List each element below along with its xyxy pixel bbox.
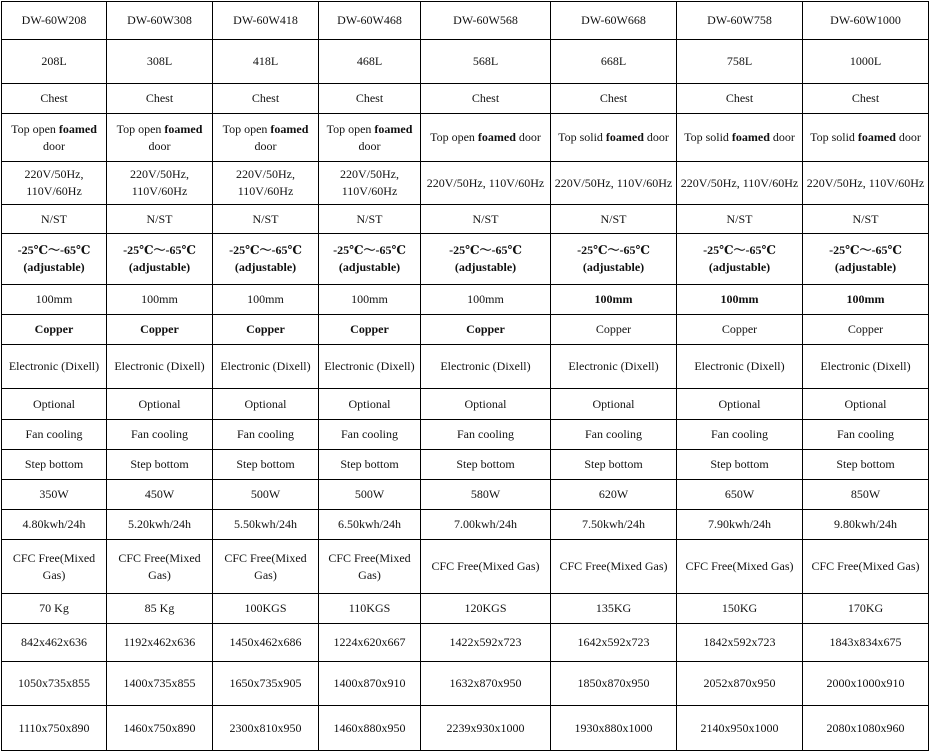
cell-power: 580W (421, 480, 551, 510)
row-type (2, 84, 929, 114)
cell-type: Chest (421, 84, 551, 114)
cell-capacity: 208L (2, 40, 107, 84)
cell-dim2: 1632x870x950 (421, 662, 551, 706)
cell-dim1: 1224x620x667 (319, 624, 421, 662)
cell-condenser: Copper (551, 315, 677, 345)
cell-door: Top open foamed door (2, 114, 107, 162)
cell-capacity: 1000L (803, 40, 929, 84)
cell-type: Chest (551, 84, 677, 114)
cell-dim1: 1450x462x686 (213, 624, 319, 662)
cell-option: Optional (677, 389, 803, 420)
cell-dim2: 1850x870x950 (551, 662, 677, 706)
cell-weight: 150KG (677, 594, 803, 624)
cell-dim1: 842x462x636 (2, 624, 107, 662)
cell-power-supply: 220V/50Hz, 110V/60Hz (551, 162, 677, 205)
cell-insulation: 100mm (551, 285, 677, 315)
temp-note: (adjustable) (338, 260, 401, 274)
temp-range: -25℃～-65℃ (577, 243, 650, 257)
cell-capacity: 758L (677, 40, 803, 84)
cell-controller: Electronic (Dixell) (2, 345, 107, 389)
cell-bottom: Step bottom (2, 450, 107, 480)
cell-consumption: 7.00kwh/24h (421, 510, 551, 540)
row-dimensions-1 (2, 624, 929, 662)
cell-model: DW-60W208 (2, 2, 107, 40)
cell-controller: Electronic (Dixell) (803, 345, 929, 389)
cell-type: Chest (677, 84, 803, 114)
cell-refrigerant: CFC Free(Mixed Gas) (2, 540, 107, 594)
row-weight (2, 594, 929, 624)
cell-bottom: Step bottom (551, 450, 677, 480)
cell-condenser: Copper (2, 315, 107, 345)
cell-power-supply: 220V/50Hz, 110V/60Hz (421, 162, 551, 205)
cell-option: Optional (803, 389, 929, 420)
cell-dim3: 2239x930x1000 (421, 706, 551, 751)
cell-door: Top open foamed door (421, 114, 551, 162)
bold-text: foamed (477, 130, 516, 144)
temp-range: -25℃～-65℃ (829, 243, 902, 257)
cell-power-supply: 220V/50Hz, 110V/60Hz (213, 162, 319, 205)
row-door (2, 114, 929, 162)
cell-temperature (2, 234, 107, 285)
cell-condenser: Copper (803, 315, 929, 345)
cell-temperature (551, 234, 677, 285)
cell-power-supply: 220V/50Hz, 110V/60Hz (803, 162, 929, 205)
cell-model: DW-60W668 (551, 2, 677, 40)
cell-bottom: Step bottom (213, 450, 319, 480)
cell-insulation: 100mm (107, 285, 213, 315)
cell-refrigerant: CFC Free(Mixed Gas) (803, 540, 929, 594)
cell-bottom: Step bottom (319, 450, 421, 480)
cell-model: DW-60W308 (107, 2, 213, 40)
cell-dim1: 1642x592x723 (551, 624, 677, 662)
row-power-supply (2, 162, 929, 205)
cell-capacity: 468L (319, 40, 421, 84)
cell-condenser: Copper (107, 315, 213, 345)
temp-note: (adjustable) (582, 260, 645, 274)
temp-note: (adjustable) (454, 260, 517, 274)
row-controller (2, 345, 929, 389)
cell-consumption: 9.80kwh/24h (803, 510, 929, 540)
cell-weight: 170KG (803, 594, 929, 624)
cell-insulation: 100mm (803, 285, 929, 315)
temp-note: (adjustable) (234, 260, 297, 274)
temp-note: (adjustable) (23, 260, 85, 274)
cell-option: Optional (2, 389, 107, 420)
bold-text: foamed (605, 130, 644, 144)
row-capacity (2, 40, 929, 84)
cell-type: Chest (213, 84, 319, 114)
cell-cooling: Fan cooling (107, 420, 213, 450)
cell-model: DW-60W758 (677, 2, 803, 40)
temp-note: (adjustable) (128, 260, 191, 274)
row-cooling (2, 420, 929, 450)
cell-model: DW-60W1000 (803, 2, 929, 40)
cell-option: Optional (213, 389, 319, 420)
cell-controller: Electronic (Dixell) (107, 345, 213, 389)
bold-text: foamed (857, 130, 896, 144)
cell-temperature (319, 234, 421, 285)
cell-door: Top solid foamed door (551, 114, 677, 162)
temp-range: -25℃～-65℃ (333, 243, 406, 257)
cell-type: Chest (2, 84, 107, 114)
temp-range: -25℃～-65℃ (703, 243, 776, 257)
cell-refrigerant: CFC Free(Mixed Gas) (107, 540, 213, 594)
cell-power: 850W (803, 480, 929, 510)
cell-consumption: 4.80kwh/24h (2, 510, 107, 540)
cell-weight: 85 Kg (107, 594, 213, 624)
row-dimensions-3 (2, 706, 929, 751)
cell-door: Top open foamed door (319, 114, 421, 162)
cell-dim2: 2052x870x950 (677, 662, 803, 706)
cell-type: Chest (319, 84, 421, 114)
temp-range: -25℃～-65℃ (123, 243, 196, 257)
cell-power-supply: 220V/50Hz, 110V/60Hz (107, 162, 213, 205)
cell-temperature (803, 234, 929, 285)
cell-consumption: 6.50kwh/24h (319, 510, 421, 540)
cell-temperature (213, 234, 319, 285)
cell-refrigerant: CFC Free(Mixed Gas) (319, 540, 421, 594)
cell-power-supply: 220V/50Hz, 110V/60Hz (319, 162, 421, 205)
cell-controller: Electronic (Dixell) (213, 345, 319, 389)
cell-temperature (677, 234, 803, 285)
cell-weight: 100KGS (213, 594, 319, 624)
spec-table (1, 1, 929, 751)
cell-climate: N/ST (2, 205, 107, 234)
cell-controller: Electronic (Dixell) (319, 345, 421, 389)
cell-option: Optional (319, 389, 421, 420)
cell-condenser: Copper (421, 315, 551, 345)
cell-power: 350W (2, 480, 107, 510)
cell-dim2: 1400x870x910 (319, 662, 421, 706)
cell-weight: 120KGS (421, 594, 551, 624)
cell-weight: 70 Kg (2, 594, 107, 624)
cell-condenser: Copper (677, 315, 803, 345)
cell-controller: Electronic (Dixell) (421, 345, 551, 389)
cell-bottom: Step bottom (421, 450, 551, 480)
row-temperature (2, 234, 929, 285)
cell-dim3: 2140x950x1000 (677, 706, 803, 751)
cell-climate: N/ST (677, 205, 803, 234)
cell-cooling: Fan cooling (421, 420, 551, 450)
cell-weight: 110KGS (319, 594, 421, 624)
cell-dim1: 1842x592x723 (677, 624, 803, 662)
cell-cooling: Fan cooling (677, 420, 803, 450)
cell-dim2: 1400x735x855 (107, 662, 213, 706)
cell-dim3: 2080x1080x960 (803, 706, 929, 751)
cell-dim3: 1110x750x890 (2, 706, 107, 751)
cell-condenser: Copper (319, 315, 421, 345)
row-dimensions-2 (2, 662, 929, 706)
cell-dim1: 1843x834x675 (803, 624, 929, 662)
cell-dim3: 1930x880x1000 (551, 706, 677, 751)
cell-cooling: Fan cooling (213, 420, 319, 450)
cell-option: Optional (421, 389, 551, 420)
cell-dim2: 1050x735x855 (2, 662, 107, 706)
row-option (2, 389, 929, 420)
cell-consumption: 5.20kwh/24h (107, 510, 213, 540)
bold-text: foamed (374, 121, 413, 136)
row-model (2, 2, 929, 40)
bold-text: foamed (58, 121, 97, 136)
cell-consumption: 5.50kwh/24h (213, 510, 319, 540)
cell-door: Top solid foamed door (803, 114, 929, 162)
cell-dim2: 2000x1000x910 (803, 662, 929, 706)
cell-climate: N/ST (803, 205, 929, 234)
cell-temperature (107, 234, 213, 285)
cell-bottom: Step bottom (803, 450, 929, 480)
temp-range: -25℃～-65℃ (229, 243, 302, 257)
cell-climate: N/ST (551, 205, 677, 234)
cell-temperature (421, 234, 551, 285)
cell-power: 500W (213, 480, 319, 510)
cell-capacity: 308L (107, 40, 213, 84)
cell-model: DW-60W418 (213, 2, 319, 40)
row-power (2, 480, 929, 510)
cell-door: Top open foamed door (107, 114, 213, 162)
cell-model: DW-60W468 (319, 2, 421, 40)
cell-power: 500W (319, 480, 421, 510)
bold-text: foamed (164, 121, 203, 136)
cell-insulation: 100mm (421, 285, 551, 315)
row-climate (2, 205, 929, 234)
cell-dim1: 1422x592x723 (421, 624, 551, 662)
cell-cooling: Fan cooling (319, 420, 421, 450)
cell-condenser: Copper (213, 315, 319, 345)
cell-cooling: Fan cooling (803, 420, 929, 450)
cell-insulation: 100mm (213, 285, 319, 315)
bold-text: foamed (270, 121, 309, 136)
cell-refrigerant: CFC Free(Mixed Gas) (677, 540, 803, 594)
bold-text: foamed (731, 130, 770, 144)
cell-refrigerant: CFC Free(Mixed Gas) (213, 540, 319, 594)
cell-climate: N/ST (421, 205, 551, 234)
cell-capacity: 418L (213, 40, 319, 84)
temp-range: -25℃～-65℃ (449, 243, 522, 257)
cell-model: DW-60W568 (421, 2, 551, 40)
cell-dim2: 1650x735x905 (213, 662, 319, 706)
cell-capacity: 668L (551, 40, 677, 84)
cell-bottom: Step bottom (677, 450, 803, 480)
temp-note: (adjustable) (834, 260, 897, 274)
cell-option: Optional (551, 389, 677, 420)
cell-power-supply: 220V/50Hz, 110V/60Hz (2, 162, 107, 205)
row-refrigerant (2, 540, 929, 594)
cell-power: 450W (107, 480, 213, 510)
row-consumption (2, 510, 929, 540)
cell-option: Optional (107, 389, 213, 420)
cell-dim3: 2300x810x950 (213, 706, 319, 751)
cell-insulation: 100mm (2, 285, 107, 315)
row-condenser (2, 315, 929, 345)
cell-capacity: 568L (421, 40, 551, 84)
cell-dim3: 1460x880x950 (319, 706, 421, 751)
cell-refrigerant: CFC Free(Mixed Gas) (551, 540, 677, 594)
cell-door: Top open foamed door (213, 114, 319, 162)
cell-climate: N/ST (107, 205, 213, 234)
cell-door: Top solid foamed door (677, 114, 803, 162)
cell-insulation: 100mm (677, 285, 803, 315)
cell-dim1: 1192x462x636 (107, 624, 213, 662)
cell-climate: N/ST (319, 205, 421, 234)
temp-note: (adjustable) (708, 260, 771, 274)
cell-controller: Electronic (Dixell) (551, 345, 677, 389)
cell-consumption: 7.90kwh/24h (677, 510, 803, 540)
cell-bottom: Step bottom (107, 450, 213, 480)
cell-dim3: 1460x750x890 (107, 706, 213, 751)
cell-cooling: Fan cooling (2, 420, 107, 450)
temp-range: -25℃～-65℃ (17, 243, 91, 257)
cell-climate: N/ST (213, 205, 319, 234)
cell-power-supply: 220V/50Hz, 110V/60Hz (677, 162, 803, 205)
cell-refrigerant: CFC Free(Mixed Gas) (421, 540, 551, 594)
row-insulation (2, 285, 929, 315)
row-bottom (2, 450, 929, 480)
cell-controller: Electronic (Dixell) (677, 345, 803, 389)
cell-consumption: 7.50kwh/24h (551, 510, 677, 540)
cell-cooling: Fan cooling (551, 420, 677, 450)
cell-weight: 135KG (551, 594, 677, 624)
cell-type: Chest (107, 84, 213, 114)
cell-power: 620W (551, 480, 677, 510)
cell-power: 650W (677, 480, 803, 510)
cell-insulation: 100mm (319, 285, 421, 315)
cell-type: Chest (803, 84, 929, 114)
